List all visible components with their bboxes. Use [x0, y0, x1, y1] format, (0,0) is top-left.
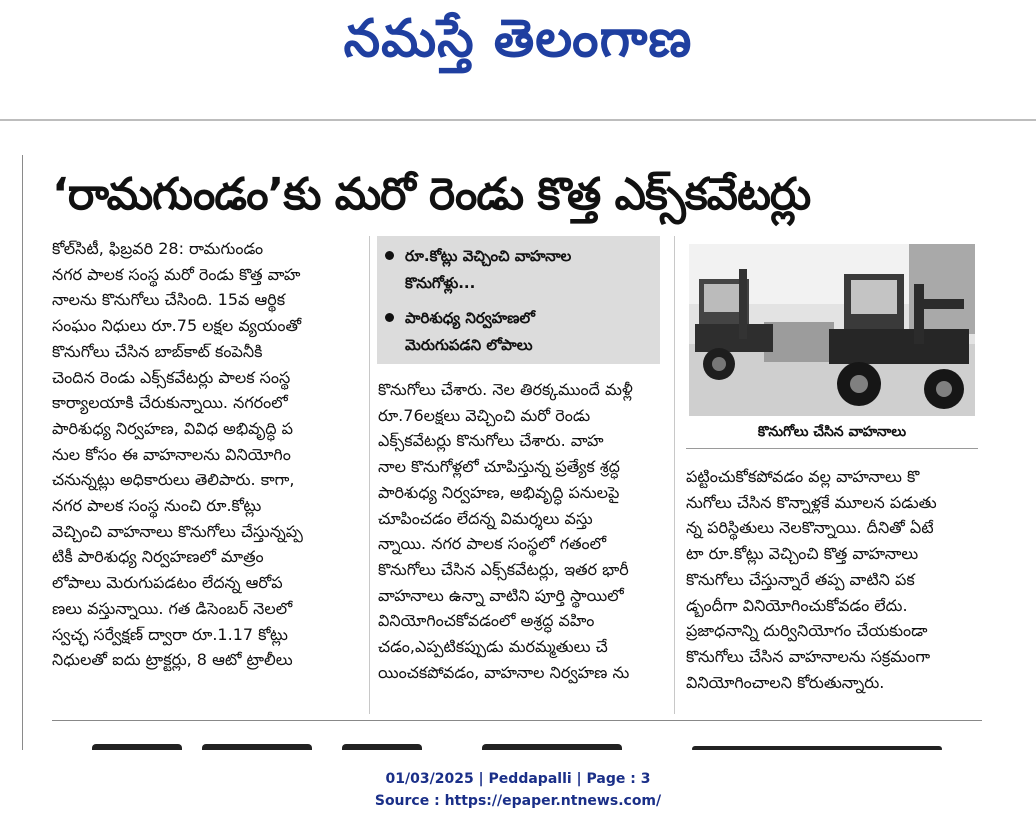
- highlight-line: మెరుగుపడని లోపాలు: [405, 336, 533, 354]
- article-line: న్నాయి. నగర పాలక సంస్థలో గతంలో: [378, 534, 607, 554]
- footer: [0, 750, 1036, 830]
- source-link[interactable]: Source : https://epaper.ntnews.com/: [374, 793, 662, 809]
- highlights-box: [377, 236, 660, 364]
- article-line: స్వచ్ఛ సర్వేక్షణ్ ద్వారా రూ.1.17 కోట్లు: [52, 624, 288, 644]
- caption-divider: [686, 448, 978, 449]
- article-line: కొనుగోలు చేసిన ఎక్స్‌కవేటర్లు, ఇతర భారీ: [378, 559, 629, 579]
- highlight-line: రూ.కోట్లు వెచ్చించి వాహనాల: [405, 247, 572, 265]
- article-bottom-rule: [52, 720, 982, 721]
- article-line: డ్బందీగా వినియోగించుకోవడం లేదు.: [686, 595, 908, 615]
- article-line: కార్యాలయాకి చేరుకున్నాయి. నగరంలో: [52, 393, 288, 413]
- highlight-line: కొనుగోళ్లు...: [405, 274, 476, 292]
- article-line: నగర పాలక సంస్థ నుంచి రూ.కోట్లు: [52, 496, 262, 516]
- article-line: కొనుగోలు చేశారు. నెల తిరక్కముందే మళ్లీ: [378, 380, 633, 399]
- article-line: కొనుగోలు చేసిన బాబ్‌కాట్ కంపెనీకి: [52, 341, 263, 361]
- article-line: టా రూ.కోట్లు వెచ్చించి కొత్త వాహనాలు: [686, 544, 919, 564]
- article-line: ఎక్స్‌కవేటర్లు కొనుగోలు చేశారు. వాహ: [378, 431, 604, 451]
- article-line: పారిశుధ్య నిర్వహణ, అభివృద్ధి పనులపై: [378, 482, 620, 502]
- excavator-photo-image: [689, 244, 975, 416]
- article-line: చనున్నట్లు అధికారులు తెలిపారు. కాగా,: [52, 470, 295, 490]
- article-line: చూపించడం లేదన్న విమర్శలు వస్తు: [378, 508, 593, 528]
- article-line: కొనుగోలు చేసిన వాహనాలను సక్రమంగా: [686, 646, 931, 666]
- article-line: ణలు వస్తున్నాయి. గత డిసెంబర్ నెలలో: [52, 598, 293, 618]
- column-divider: [369, 236, 370, 714]
- photo-caption: కొనుగోలు చేసిన వాహనాలు: [757, 424, 907, 440]
- article-line: నిధులతో ఐదు ట్రాక్టర్లు, 8 ఆటో ట్రాలీలు: [52, 650, 293, 670]
- masthead-divider: [0, 119, 1036, 121]
- article-line: వినియోగించకోవడంలో అశ్రద్ధ వహిం: [378, 611, 595, 631]
- article-column-3: [686, 464, 976, 695]
- article-line: సంఘం నిధులు రూ.75 లక్షల వ్యయంతో: [52, 316, 302, 336]
- article-line: నగర పాలక సంస్థ మరో రెండు కొత్త వాహ: [52, 264, 301, 284]
- masthead: [0, 0, 1036, 120]
- article-line: ప్రజాధనాన్ని దుర్వినియోగం చేయకుండా: [686, 621, 928, 641]
- article-line: చెందిన రెండు ఎక్స్‌కవేటర్లు పాలక సంస్థ: [52, 367, 291, 387]
- article-line: టికీ పారిశుధ్య నిర్వహణలో మాత్రం: [52, 547, 264, 567]
- bullet-icon: [385, 251, 394, 260]
- bullet-icon: [385, 313, 394, 322]
- article-line: వాహనాలు ఉన్నా వాటిని పూర్తి స్థాయిలో: [378, 585, 624, 605]
- article-line: యించకపోవడం, వాహనాల నిర్వహణ ను: [378, 662, 630, 682]
- article-line: కొనుగోలు చేస్తున్నారే తప్ప వాటిని పక: [686, 569, 915, 589]
- article-line: న్న పరిస్థితులు నెలకొన్నాయి. దీనితో ఏటే: [686, 518, 934, 538]
- article-line: నాల కొనుగోళ్లలో చూపిస్తున్న ప్రత్యేక శ్రద్ధ: [378, 457, 620, 477]
- article-line: నుగోలు చేసిన కొన్నాళ్లకే మూలన పడుతు: [686, 492, 937, 512]
- highlight-line: పారిశుధ్య నిర్వహణలో: [405, 309, 535, 327]
- article-line: పారిశుధ్య నిర్వహణ, వివిధ అభివృద్ధి ప: [52, 418, 293, 438]
- edition-info: 01/03/2025 | Peddapalli | Page : 3: [385, 771, 651, 787]
- article-line: నుల కోసం ఈ వాహనాలను వినియోగిం: [52, 444, 291, 464]
- article-headline: ‘రామగుండం’కు మరో రెండు కొత్త ఎక్స్‌కవేటర్లు: [52, 169, 811, 220]
- article-line: వినియోగించాలని కోరుతున్నారు.: [686, 672, 885, 692]
- article-line: కోల్‌సిటీ, ఫిబ్రవరి 28: రామగుండం: [52, 239, 264, 258]
- article-line: లోపాలు మెరుగుపడటం లేదన్న ఆరోప: [52, 573, 283, 593]
- article-column-2: [378, 377, 664, 685]
- article-line: రూ.76లక్షలు వెచ్చించి మరో రెండు: [378, 405, 591, 425]
- excavator-photo: [689, 244, 975, 416]
- article-column-1: [52, 236, 364, 673]
- column-divider: [674, 236, 675, 714]
- page-left-edge: [22, 155, 23, 750]
- article-line: నాలను కొనుగోలు చేసింది. 15వ ఆర్థిక: [52, 290, 286, 310]
- article-line: వెచ్చించి వాహనాలు కొనుగోలు చేస్తున్నప్ప: [52, 521, 303, 541]
- article-line: పట్టించుకోకపోవడం వల్ల వాహనాలు కొ: [686, 467, 920, 486]
- article-line: చడం,ఎప్పటికప్పుడు మరమ్మతులు చే: [378, 637, 608, 657]
- newspaper-logo: నమస్తే తెలంగాణ: [343, 8, 693, 69]
